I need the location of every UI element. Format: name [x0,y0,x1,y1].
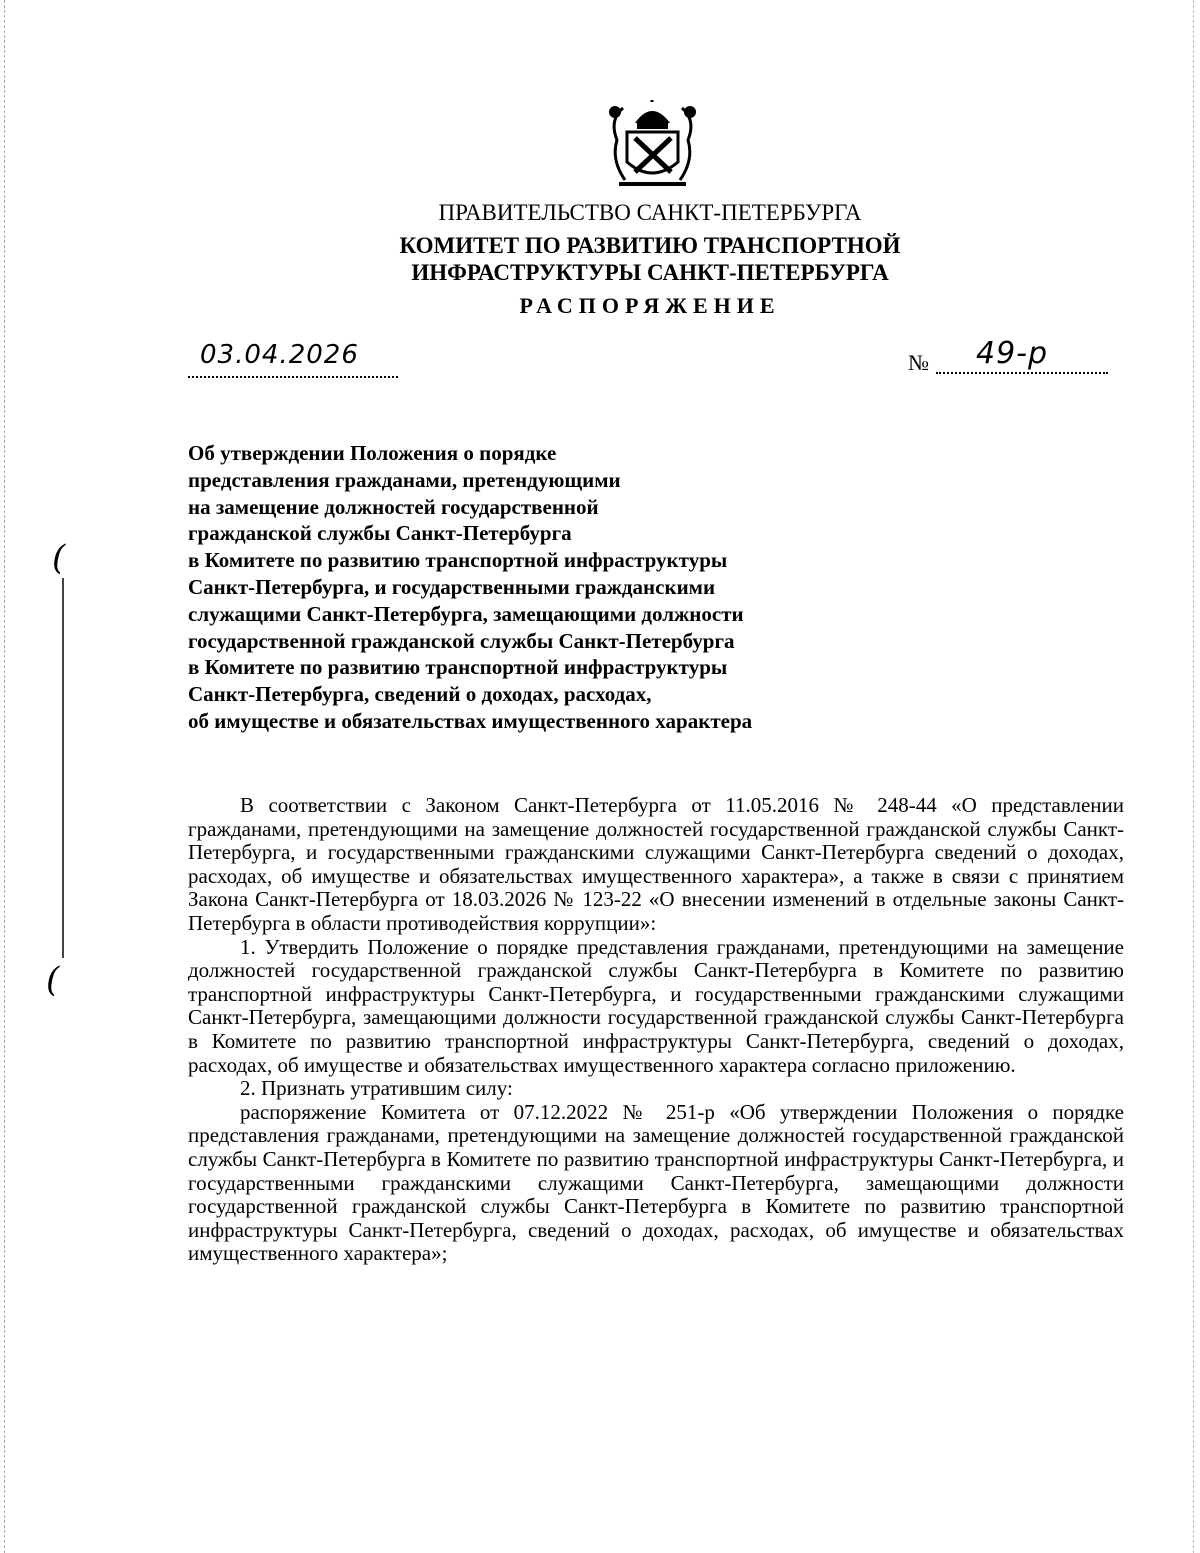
number-underline [936,336,1108,374]
preamble-paragraph: В соответствии с Законом Санкт-Петербурга от 11.05.2016 № 248-44 «О представлении гражданами, претендующими на замещение должностей государственной гражданской службы Санкт-Петербурга, и государственными гражданскими служащими Санкт-Петербурга сведений о доходах, расходах, об имуществе и обязательствах имущественного характера», а также в связи с принятием Закона Санкт-Петербурга от 18.03.2026 № 123-22 «О внесении изменений в отдельные законы Санкт-Петербурга в области противодействия коррупции»: [188,793,1124,935]
government-name: ПРАВИТЕЛЬСТВО САНКТ-ПЕТЕРБУРГА [438,200,862,225]
item-2-heading: 2. Признать утратившим силу: [240,1076,513,1101]
item-2-paragraph: распоряжение Комитета от 07.12.2022 № 251-р «Об утверждении Положения о порядке представления гражданами, претендующими на замещение должностей государственной гражданской службы Санкт-Петербурга в Комитете по развитию транспортной инфраструктуры Санкт-Петербурга, и государственными гражданскими служащими Санкт-Петербурга, замещающими должности государственной гражданской службы Санкт-Петербурга в Комитете по развитию транспортной инфраструктуры Санкт-Петербурга, сведений о доходах, расходах, об имуществе и обязательствах имущественного характера»; [188,1099,1124,1266]
title-line: об имуществе и обязательствах имущественного характера [188,708,753,733]
document-number-field [908,336,1108,376]
document-date: 03.04.2026 [200,340,359,370]
margin-bracket-mark: ( [52,538,66,578]
document-body [188,794,1124,1266]
document-number: 49-р [976,336,1049,371]
margin-bracket-mark: ( [46,960,60,1000]
title-line: Об утверждении Положения о порядке [188,441,557,465]
title-line: служащими Санкт-Петербурга, замещающими должности [188,601,744,626]
number-label: № [908,350,929,375]
title-line: в Комитете по развитию транспортной инфраструктуры [188,655,728,680]
title-line: на замещение должностей государственной [188,494,599,519]
document-date-field [188,342,398,378]
title-line: представления гражданами, претендующими [188,467,621,492]
item-1-paragraph: 1. Утвердить Положение о порядке представления гражданами, претендующими на замещение должностей государственной гражданской службы Санкт-Петербурга в Комитете по развитию транспортной инфраструктуры Санкт-Петербурга, и государственными гражданскими служащими Санкт-Петербурга, замещающими должности государственной гражданской службы Санкт-Петербурга в Комитете по развитию транспортной инфраструктуры Санкт-Петербурга, сведений о доходах, расходах, об имуществе и обязательствах имущественного характера согласно приложению. [188,934,1124,1077]
title-line: гражданской службы Санкт-Петербурга [188,521,572,546]
title-line: Санкт-Петербурга, сведений о доходах, расходах, [188,682,652,707]
margin-binding-line [62,578,64,958]
title-line: государственной гражданской службы Санкт-Петербурга [188,628,735,653]
title-line: в Комитете по развитию транспортной инфраструктуры [188,548,728,573]
document-type: РАСПОРЯЖЕНИЕ [519,293,781,318]
document-title [188,440,888,735]
title-line: Санкт-Петербурга, и государственными гражданскими [188,574,716,599]
committee-name-line-1: КОМИТЕТ ПО РАЗВИТИЮ ТРАНСПОРТНОЙ [399,233,901,258]
saint-petersburg-coat-of-arms-icon [605,100,700,198]
committee-name-line-2: ИНФРАСТРУКТУРЫ САНКТ-ПЕТЕРБУРГА [411,260,889,285]
